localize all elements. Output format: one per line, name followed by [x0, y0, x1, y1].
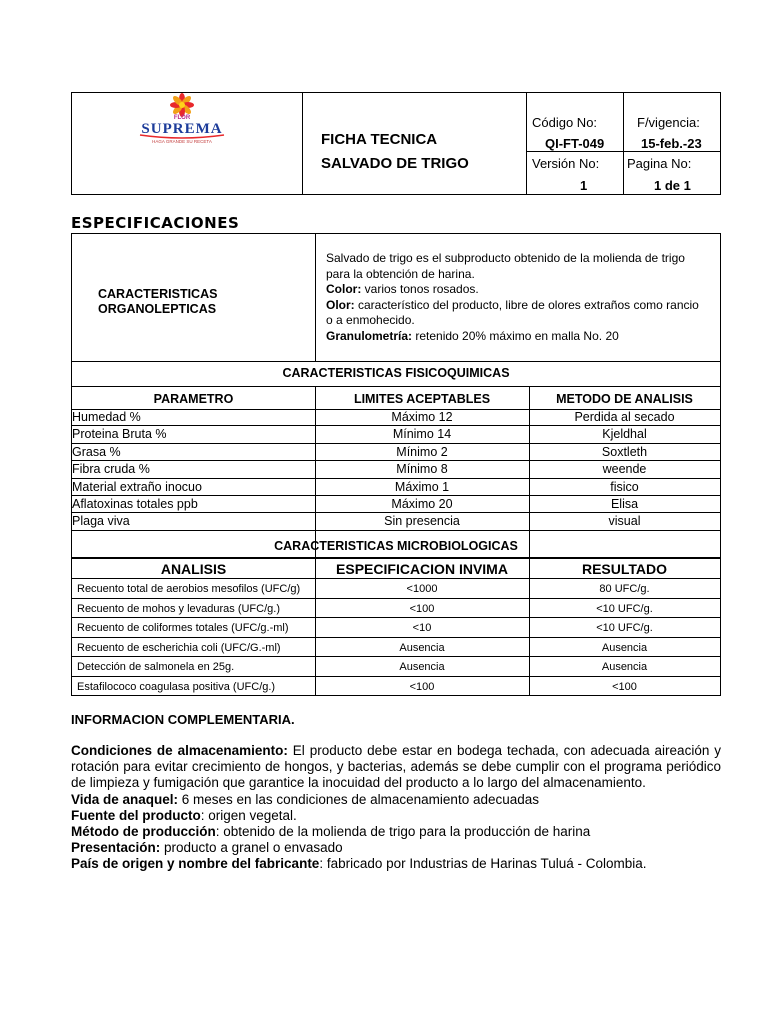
table-cell: Ausencia	[601, 641, 648, 654]
complementary-heading: INFORMACION COMPLEMENTARIA.	[71, 712, 295, 727]
table-cell: Soxtleth	[601, 444, 648, 459]
table-cell: Aflatoxinas totales ppb	[72, 497, 198, 511]
table-cell: <100	[612, 680, 637, 693]
table-cell: Perdida al secado	[574, 410, 675, 424]
col-limites: LIMITES ACEPTABLES	[353, 392, 491, 406]
table-cell: Ausencia	[601, 661, 648, 673]
col-parametro: PARAMETRO	[153, 392, 234, 406]
table-row	[72, 618, 720, 638]
table-cell: 80 UFC/g.	[599, 583, 650, 595]
table-cell: <1000	[406, 583, 438, 595]
vigencia-value: 15-feb.-23	[641, 136, 702, 151]
table-cell: Recuento de coliformes totales (UFC/g.-ml)	[77, 622, 289, 634]
shelf-life: Vida de anaquel: 6 meses en las condiciones de almacenamiento adecuadas	[71, 791, 540, 807]
product-name: SALVADO DE TRIGO	[321, 155, 469, 172]
table-row	[72, 409, 720, 426]
table-cell: Ausencia	[399, 661, 445, 673]
table-cell: fisico	[610, 479, 639, 494]
table-cell: Proteina Bruta %	[72, 427, 167, 442]
table-row	[72, 638, 720, 658]
table-cell: Material extraño inocuo	[72, 479, 202, 494]
table-cell: Máximo 20	[391, 497, 453, 511]
col-analisis: ANALISIS	[160, 561, 227, 577]
table-row	[72, 677, 720, 697]
table-cell: Detección de salmonela en 25g.	[77, 661, 235, 673]
col-resultado: RESULTADO	[581, 561, 668, 577]
table-cell: <100	[409, 680, 435, 693]
svg-text:FLOR: FLOR	[173, 115, 191, 121]
table-row	[72, 479, 720, 496]
table-cell: <10 UFC/g.	[596, 622, 653, 634]
table-row	[72, 579, 720, 599]
olor-spec: Olor: característico del producto, libre de olores extraños como rancio o a enmohecido.	[326, 297, 699, 328]
organoleptic-description	[326, 251, 706, 345]
table-cell: <100	[409, 602, 435, 615]
table-cell: Ausencia	[399, 641, 445, 654]
table-row	[72, 496, 720, 513]
specifications-heading: ESPECIFICACIONES	[71, 214, 240, 232]
microbiological-header	[72, 559, 720, 579]
table-cell: Fibra cruda %	[72, 462, 150, 477]
table-cell: <10 UFC/g.	[596, 602, 653, 615]
col-metodo: METODO DE ANALISIS	[556, 392, 693, 406]
table-row	[72, 461, 720, 478]
logo-cell	[72, 93, 303, 194]
table-cell: Máximo 12	[391, 410, 453, 424]
organoleptic-section	[71, 233, 721, 362]
table-cell: weende	[602, 462, 647, 477]
microbiological-title: CARACTERISTICAS MICROBIOLOGICAS	[274, 539, 518, 553]
table-cell: Mínimo 8	[396, 462, 448, 477]
table-cell: Recuento de mohos y levaduras (UFC/g.)	[77, 602, 280, 615]
title-cell	[303, 93, 527, 194]
table-row	[72, 657, 720, 677]
svg-text:SUPREMA: SUPREMA	[141, 121, 223, 137]
production-method: Método de producción: obtenido de la molienda de trigo para la producción de harina	[71, 824, 591, 840]
physicochemical-title: CARACTERISTICAS FISICOQUIMICAS	[282, 366, 510, 380]
vigencia-label: F/vigencia:	[637, 115, 700, 130]
storage-conditions: Condiciones de almacenamiento: El producto debe estar en bodega techada, con adecuada aireación y rotación para evitar crecimiento de hongos, y bacterias, además se debe cumplir con el programa periódico de limpieza y fumigación que garantice la inocuidad del producto a lo largo del almacenamiento.	[71, 743, 721, 791]
complementary-info	[71, 743, 721, 873]
codigo-value: QI-FT-049	[545, 136, 605, 151]
table-cell: Mínimo 2	[396, 444, 448, 459]
table-cell: Elisa	[610, 497, 639, 511]
version-label: Versión No:	[532, 156, 600, 171]
document-title: FICHA TECNICA	[321, 131, 438, 148]
table-cell: Máximo 1	[394, 479, 450, 494]
table-cell: Humedad %	[72, 410, 141, 424]
table-row	[72, 444, 720, 461]
version-value: 1	[580, 178, 588, 193]
table-cell: Recuento total de aerobios mesofilos (UFC/g)	[77, 583, 301, 595]
table-cell: Plaga viva	[72, 514, 130, 529]
svg-text:HAGA GRANDE SU RECETA: HAGA GRANDE SU RECETA	[152, 139, 212, 144]
table-cell: Mínimo 14	[392, 427, 452, 442]
table-cell: Recuento de escherichia coli (UFC/G.-ml)	[77, 641, 281, 654]
organoleptic-label: CARACTERISTICAS ORGANOLEPTICAS	[98, 287, 218, 316]
flor-suprema-logo	[122, 93, 242, 153]
granulometria-spec: Granulometría: retenido 20% máximo en malla No. 20	[326, 328, 619, 343]
color-spec: Color: varios tonos rosados.	[326, 282, 479, 297]
table-cell: Kjeldhal	[602, 427, 647, 442]
presentation: Presentación: producto a granel o envasado	[71, 840, 343, 856]
table-cell: Estafilococo coagulasa positiva (UFC/g.)	[77, 680, 276, 693]
table-row	[72, 426, 720, 443]
table-row	[72, 599, 720, 619]
origin-manufacturer: País de origen y nombre del fabricante: fabricado por Industrias de Harinas Tuluá - Colombia.	[71, 856, 647, 872]
document-header	[71, 92, 721, 195]
table-row	[72, 513, 720, 530]
microbiological-table	[71, 557, 721, 696]
physicochemical-table	[71, 361, 721, 557]
table-cell: visual	[608, 514, 641, 529]
table-cell: Sin presencia	[384, 514, 460, 529]
table-cell: Grasa %	[72, 444, 121, 459]
pagina-value: 1 de 1	[654, 178, 691, 193]
table-cell: <10	[412, 622, 432, 634]
date-cell	[624, 93, 720, 194]
product-source: Fuente del producto: origen vegetal.	[71, 807, 297, 823]
pagina-label: Pagina No:	[627, 156, 692, 171]
col-especificacion: ESPECIFICACION INVIMA	[336, 561, 508, 577]
codigo-label: Código No:	[532, 115, 598, 130]
organoleptic-intro: Salvado de trigo es el subproducto obtenido de la molienda de trigo para la obtención de harina.	[326, 251, 685, 281]
code-cell	[527, 93, 624, 194]
